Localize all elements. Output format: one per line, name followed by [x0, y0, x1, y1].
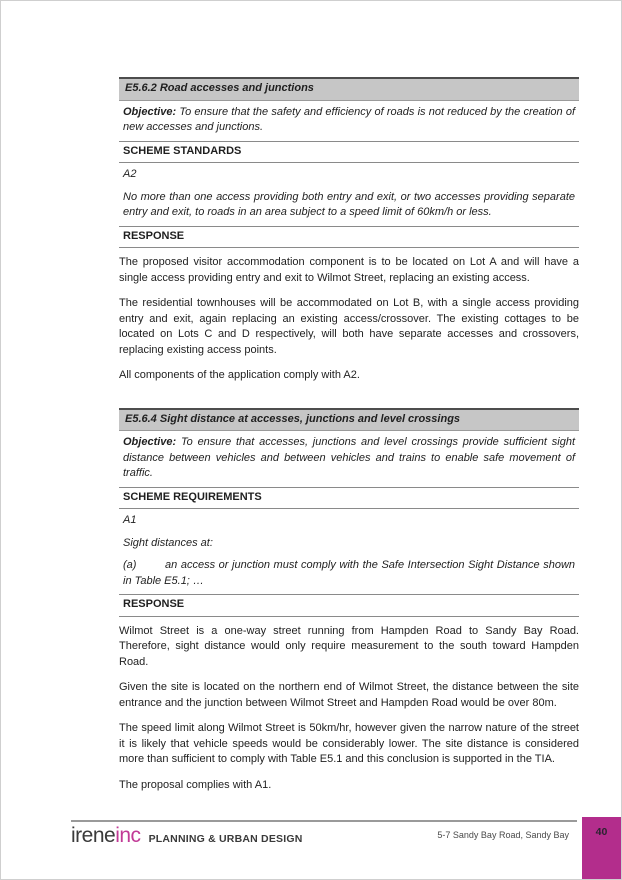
clause-item	[123, 558, 575, 589]
response-paragraph: The proposal complies with A1.	[119, 778, 272, 791]
scheme-standards-label: SCHEME STANDARDS	[123, 144, 242, 157]
response-paragraph: Wilmot Street is a one-way street running from Hampden Road to Sandy Bay Road. Therefore, sight distance would only require measurement to the south toward Hampden Road.	[119, 624, 579, 668]
brand-secondary: inc	[115, 824, 141, 847]
clause-text: No more than one access providing both entry and exit, or two accesses providing separate entry and exit, to roads in an area subject to a speed limit of 60km/h or less.	[123, 190, 575, 218]
clause-intro: Sight distances at:	[123, 536, 213, 549]
brand-logo	[71, 824, 303, 848]
section-e562-table	[119, 77, 579, 248]
section-e564-table	[119, 408, 579, 617]
clause-item-marker: (a)	[123, 559, 137, 571]
clause-id: A2	[123, 168, 137, 180]
response-label: RESPONSE	[123, 229, 185, 242]
response-paragraph: The proposed visitor accommodation component is to be located on Lot A and will have a single access providing entry and exit to Wilmot Street, replacing an existing access.	[119, 256, 579, 284]
brand-tagline: PLANNING & URBAN DESIGN	[148, 833, 303, 845]
page-number: 40	[595, 826, 608, 838]
section-heading-bar	[119, 408, 579, 432]
clause-item-text: an access or junction must comply with the Safe Intersection Sight Distance shown in Table E5.1; …	[123, 559, 575, 587]
section-heading: E5.6.4 Sight distance at accesses, junctions and level crossings	[125, 412, 461, 425]
scheme-requirements-label: SCHEME REQUIREMENTS	[123, 490, 262, 503]
brand-primary: irene	[71, 824, 116, 847]
clause-row	[119, 509, 579, 595]
response-paragraphs	[119, 624, 579, 794]
objective-text: To ensure that the safety and efficiency of roads is not reduced by the creation of new accesses and junctions.	[123, 105, 576, 133]
footer-address: 5-7 Sandy Bay Road, Sandy Bay	[437, 830, 569, 840]
objective-row	[119, 431, 579, 488]
page-content	[119, 77, 579, 817]
response-paragraphs	[119, 255, 579, 384]
response-label-row	[119, 227, 579, 249]
response-label-row	[119, 595, 579, 617]
page-number-block	[582, 817, 621, 879]
section-heading: E5.6.2 Road accesses and junctions	[125, 82, 314, 94]
response-paragraph: Given the site is located on the northern end of Wilmot Street, the distance between the site entrance and the junction between Wilmot Street and Hampden Road would be over 80m.	[119, 681, 579, 709]
scheme-requirements-row	[119, 488, 579, 510]
clause-row	[119, 163, 579, 227]
response-paragraph: All components of the application comply with A2.	[119, 369, 360, 381]
objective-label: Objective:	[123, 105, 177, 118]
response-paragraph: The speed limit along Wilmot Street is 50km/hr, however given the narrow nature of the street it is likely that vehicle speeds would be considerably lower. The site distance is considered more than sufficient to comply with Table E5.1 and this conclusion is supported in the TIA.	[119, 722, 579, 765]
clause-id: A1	[123, 514, 137, 526]
footer-divider	[71, 820, 577, 822]
objective-text: To ensure that accesses, junctions and level crossings provide sufficient sight distance between vehicles and between vehicles and trains to enable safe movement of traffic.	[123, 436, 575, 479]
response-label: RESPONSE	[123, 598, 185, 610]
brand-wordmark	[71, 824, 141, 847]
objective-label: Objective:	[123, 436, 177, 448]
scheme-standards-row	[119, 142, 579, 164]
objective-row	[119, 101, 579, 142]
section-heading-bar	[119, 77, 579, 101]
response-paragraph: The residential townhouses will be accommodated on Lot B, with a single access providing entry and exit, again replacing an existing access/crossover. The existing cottages to be located on Lots C and D respectively, will both have separate accesses and crossovers, replacing existing access points.	[119, 297, 579, 356]
